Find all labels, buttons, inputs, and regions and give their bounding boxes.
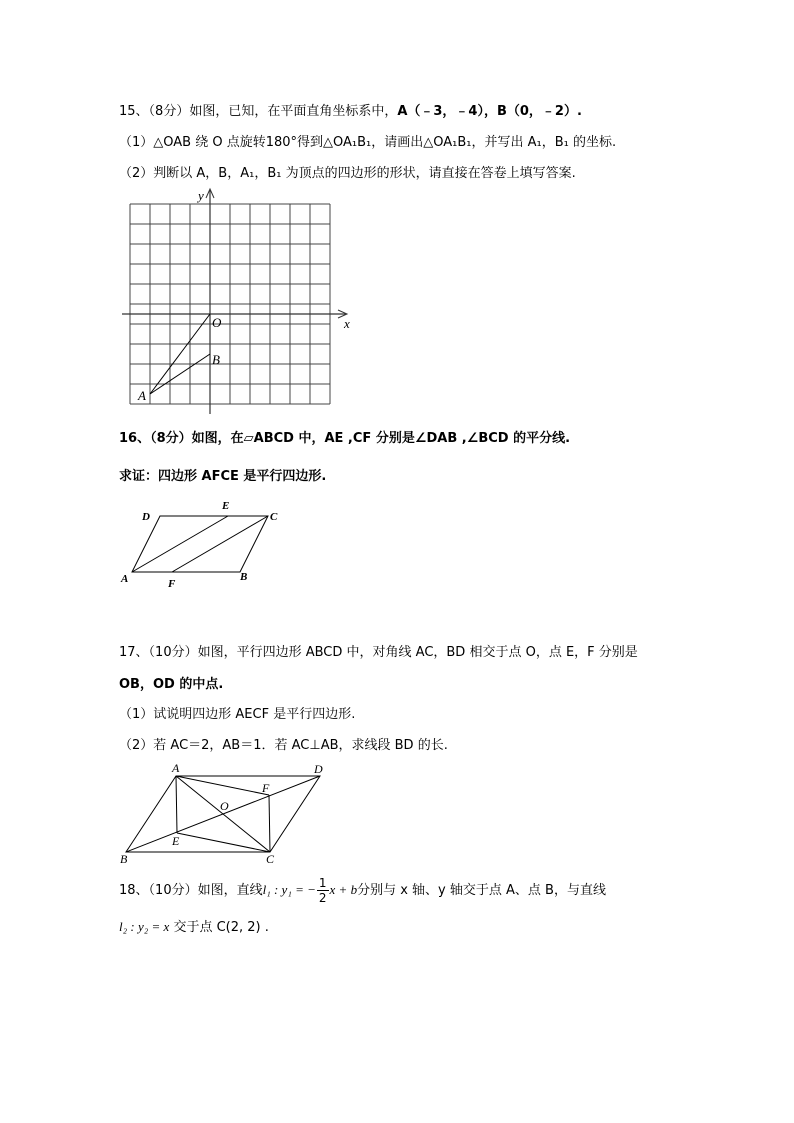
y-axis-label: y <box>198 188 204 203</box>
q16-line1: 16、（8分）如图，在▱ABCD 中，AE ,CF 分别是∠DAB ,∠BCD 的平分线. <box>119 431 571 446</box>
q17-part1: （1）试说明四边形 AECF 是平行四边形. <box>119 707 356 722</box>
q15-part1: （1）△OAB 绕 O 点旋转180°得到△OA₁B₁，请画出△OA₁B₁，并写出 A₁，B₁ 的坐标. <box>119 135 617 150</box>
q17-label-e: E <box>172 834 180 848</box>
q17-label-c: C <box>266 852 275 866</box>
q17-line1: 17、（10分）如图，平行四边形 ABCD 中，对角线 AC，BD 相交于点 O，点 E，F 分别是 <box>119 645 638 660</box>
q15-header: 15、（8分）如图，已知，在平面直角坐标系中，A（﹣3，﹣4），B（0，﹣2）. <box>119 104 582 119</box>
q16-label-b: B <box>240 571 248 583</box>
q16-label-a: A <box>121 573 129 585</box>
q17-label-o: O <box>220 799 229 813</box>
point-a-label: A <box>138 388 146 403</box>
q16-label-c: C <box>270 511 278 523</box>
q15-part2: （2）判断以 A，B，A₁，B₁ 为顶点的四边形的形状，请直接在答卷上填写答案. <box>119 166 576 181</box>
origin-label: O <box>212 315 222 330</box>
q17-parallelogram <box>118 762 338 867</box>
q17-label-b: B <box>120 852 128 866</box>
q16-label-d: D <box>142 511 150 523</box>
q17-label-f: F <box>262 781 270 795</box>
q18-line2: l₂ : y₂ = x 交于点 C(2, 2) . <box>119 919 269 935</box>
q17-line2: OB，OD 的中点. <box>119 677 224 692</box>
point-b-label: B <box>212 352 220 367</box>
fraction-one-half: $\frac{1}{2}$ <box>318 876 327 905</box>
q15-coordinate-grid <box>118 186 358 418</box>
q17-part2: （2）若 AC＝2，AB＝1．若 AC⊥AB，求线段 BD 的长. <box>119 738 448 753</box>
q16-label-e: E <box>222 500 230 512</box>
q16-line2: 求证：四边形 AFCE 是平行四边形. <box>119 469 327 484</box>
q17-label-a: A <box>172 762 180 775</box>
q18-line1: 18、（10分）如图，直线l₁ : y₁ = − $\frac{1}{2}$ x + b分别与 x 轴、y 轴交于点 A、点 B，与直线 <box>119 876 606 905</box>
x-axis-label: x <box>344 316 350 331</box>
q17-label-d: D <box>314 762 323 776</box>
q16-parallelogram <box>118 500 288 595</box>
q16-label-f: F <box>168 578 176 590</box>
